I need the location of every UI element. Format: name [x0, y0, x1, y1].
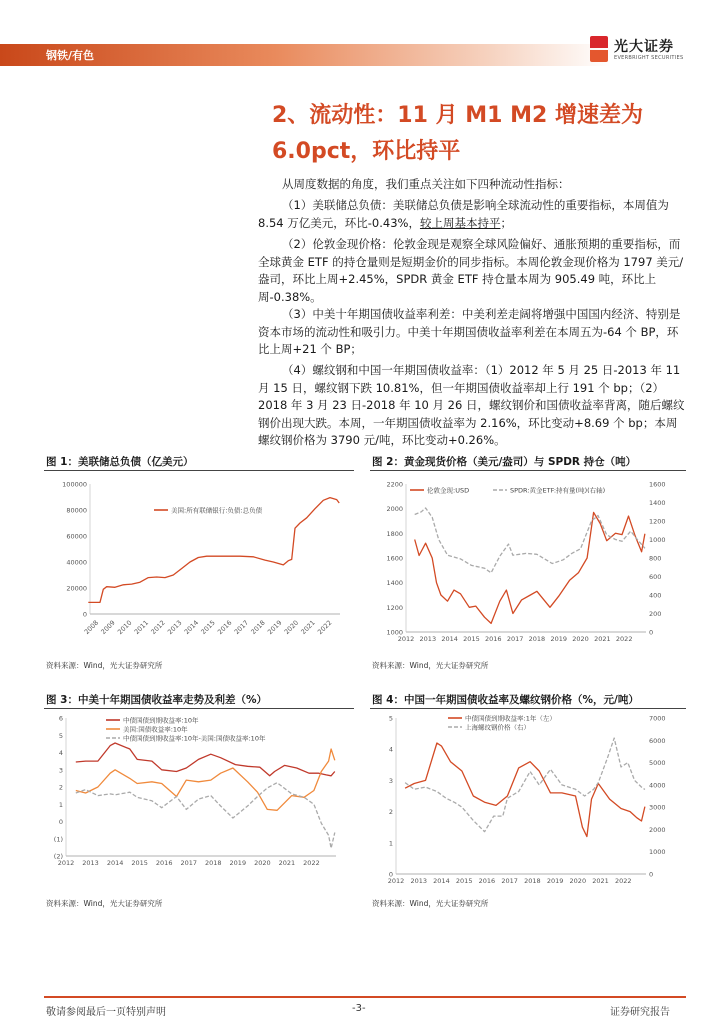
- y-tick-label: 4: [58, 749, 63, 757]
- y-tick-label: 1: [388, 839, 393, 848]
- x-tick-label: 2009: [99, 618, 117, 637]
- paragraph-3: （3）中美十年期国债收益率利差：中美利差走阔将增强中国国内经济、特别是资本市场的流动性和吸引力。中美十年期国债收益率利差在本周五为-64 个 BP，环比上周+21 个 BP；: [258, 307, 681, 356]
- y-tick-label: 100000: [62, 480, 87, 489]
- x-tick-label: 2014: [433, 877, 450, 885]
- fig1-source: 资料来源：Wind，光大证券研究所: [46, 661, 163, 670]
- x-tick-label: 2012: [149, 618, 167, 637]
- x-tick-label: 2021: [299, 618, 317, 637]
- legend-label: 美国:所有联储银行:负债:总负债: [171, 506, 263, 515]
- fig3-source: 资料来源：Wind，光大证券研究所: [46, 899, 163, 908]
- x-tick-label: 2020: [254, 859, 271, 867]
- paragraph-4: （4）螺纹钢和中国一年期国债收益率：（1）2012 年 5 月 25 日-2013 年 11 月 15 日，螺纹钢下跌 10.81%，但一年期国债收益率却上行 191 个 bp；（2）2018 年 3 月 23 日-2018 年 10 月 26 日，螺纹钢价和国债收益率背离，随后螺纹钢价出现大跌。本周，一年期国债收益率为 2.16%，环比变动+8.69 个 bp；本周螺纹钢价格为 3790 元/吨，环比变动+0.26%。: [258, 363, 685, 447]
- x-tick-label: 2014: [441, 635, 458, 643]
- y-tick-label: 60000: [66, 532, 87, 541]
- fig1-rule: [44, 470, 354, 471]
- y-tick-label: 1200: [386, 603, 403, 612]
- x-tick-label: 2022: [614, 877, 632, 885]
- series-line: [76, 783, 335, 849]
- section-title-line1: 2、流动性：11 月 M1 M2 增速差为: [272, 103, 643, 128]
- fig2-title: 图 2：黄金现货价格（美元/盎司）与 SPDR 持仓（吨）: [372, 456, 637, 468]
- x-tick-label: 2012: [397, 635, 415, 643]
- x-tick-label: 2013: [419, 635, 437, 643]
- p1-text: （1）美联储总负债：美联储总负债是影响全球流动性的重要指标，本周值为 8.54 万亿美元，环比-0.43%，: [258, 198, 669, 230]
- x-tick-label: 2018: [204, 859, 222, 867]
- y-tick-label: 80000: [66, 506, 87, 515]
- series-line: [415, 508, 645, 573]
- p1-end: ；: [500, 215, 512, 230]
- y-tick-label: 2: [388, 808, 393, 817]
- y-tick-label: 1400: [386, 579, 403, 588]
- footer-report-type: 证券研究报告: [610, 1007, 670, 1018]
- y-tick-label: 5: [58, 731, 63, 740]
- logo-en: EVERBRIGHT SECURITIES: [614, 55, 684, 61]
- y-tick-label: 1800: [386, 529, 403, 538]
- x-tick-label: 2020: [572, 635, 589, 643]
- fig4-chart: [370, 712, 686, 894]
- y-tick-label: 1600: [386, 554, 403, 563]
- y-tick-label: 1000: [386, 628, 403, 637]
- p1-underline: 较上周基本持平: [419, 215, 501, 230]
- y-tick-label: 3: [58, 766, 63, 775]
- x-tick-label: 2015: [199, 618, 217, 637]
- legend-label: 中债国债到期收益率:10年: [123, 716, 199, 725]
- legend-label: SPDR:黄金ETF:持有量(吨)(右轴): [510, 486, 606, 495]
- intro-paragraph: 从周度数据的角度，我们重点关注如下四种流动性指标：: [282, 177, 570, 191]
- x-tick-label: 2014: [106, 859, 124, 867]
- x-tick-label: 2017: [501, 877, 518, 885]
- x-tick-label: 2019: [550, 635, 568, 643]
- fig4-title: 图 4：中国一年期国债收益率及螺纹钢价格（%，元/吨）: [372, 694, 639, 706]
- x-tick-label: 2016: [484, 635, 502, 643]
- y-tick-label: 2000: [386, 505, 403, 514]
- x-tick-label: 2019: [546, 877, 564, 885]
- page-number: -3-: [352, 1003, 366, 1014]
- y-tick-label: (1): [53, 835, 63, 844]
- y-tick-label: 6: [58, 714, 63, 723]
- series-line: [405, 743, 645, 837]
- y-tick-label: 0: [58, 818, 63, 826]
- fig3-chart: [44, 712, 354, 894]
- fig4-rule: [370, 708, 686, 709]
- y-tick-label: 4: [388, 745, 393, 754]
- fig4-source: 资料来源：Wind，光大证券研究所: [372, 899, 489, 908]
- x-tick-label: 2010: [116, 618, 134, 637]
- x-tick-label: 2018: [524, 877, 541, 885]
- y-tick-label: 2200: [386, 480, 403, 489]
- header-band: [0, 44, 610, 66]
- series-line: [415, 512, 645, 623]
- y-right-tick-label: 5000: [649, 759, 666, 768]
- x-tick-label: 2022: [615, 635, 633, 643]
- x-tick-label: 2016: [155, 859, 173, 867]
- x-tick-label: 2013: [166, 618, 184, 637]
- fig2-chart: [370, 476, 686, 656]
- x-tick-label: 2022: [316, 618, 334, 637]
- y-right-tick-label: 200: [649, 610, 662, 618]
- y-right-tick-label: 6000: [649, 736, 666, 745]
- x-tick-label: 2019: [266, 618, 284, 637]
- y-tick-label: 0: [388, 870, 393, 879]
- fig2-source: 资料来源：Wind，光大证券研究所: [372, 661, 489, 670]
- x-tick-label: 2014: [182, 618, 201, 637]
- x-tick-label: 2008: [82, 618, 101, 637]
- y-right-tick-label: 1000: [649, 536, 666, 544]
- y-tick-label: 2: [58, 783, 63, 792]
- y-right-tick-label: 2000: [649, 825, 666, 834]
- fig1-title: 图 1：美联储总负债（亿美元）: [46, 456, 194, 468]
- fig3-rule: [44, 708, 354, 709]
- y-tick-label: 3: [388, 776, 393, 785]
- fig3-title: 图 3：中美十年期国债收益率走势及利差（%）: [46, 694, 267, 706]
- legend-label: 伦敦金现:USD: [427, 486, 470, 495]
- x-tick-label: 2017: [506, 635, 524, 643]
- x-tick-label: 2016: [216, 618, 234, 637]
- y-right-tick-label: 1600: [649, 480, 666, 489]
- x-tick-label: 2012: [387, 877, 405, 885]
- x-tick-label: 2015: [455, 877, 473, 885]
- x-tick-label: 2019: [229, 859, 247, 867]
- y-tick-label: 1: [58, 800, 63, 809]
- y-right-tick-label: 1000: [649, 848, 666, 857]
- x-tick-label: 2021: [278, 859, 296, 867]
- logo-mark-icon: [590, 36, 608, 62]
- y-tick-label: 40000: [66, 558, 87, 567]
- y-right-tick-label: 600: [649, 573, 662, 581]
- y-right-tick-label: 4000: [649, 781, 666, 790]
- paragraph-2: （2）伦敦金现价格：伦敦金现是观察全球风险偏好、通胀预期的重要指标，而全球黄金 ETF 的持仓量则是短期金价的同步指标。本周伦敦金现价格为 1797 美元/盎司，环比上周+2.45%，SPDR 黄金 ETF 持仓量本周为 905.49 吨，环比上周-0.38%。: [258, 237, 684, 304]
- company-logo: [590, 34, 700, 68]
- x-tick-label: 2018: [528, 635, 546, 643]
- y-right-tick-label: 800: [649, 554, 662, 563]
- y-right-tick-label: 0: [649, 628, 654, 637]
- x-tick-label: 2022: [303, 859, 320, 867]
- x-tick-label: 2018: [249, 618, 267, 637]
- series-line: [76, 749, 335, 810]
- series-line: [405, 738, 645, 832]
- x-tick-label: 2013: [410, 877, 428, 885]
- section-title: [272, 98, 682, 170]
- x-tick-label: 2017: [232, 618, 251, 637]
- legend-label: 中债国债到期收益率:1年（左）: [465, 714, 556, 723]
- x-tick-label: 2016: [478, 877, 496, 885]
- y-tick-label: 5: [388, 714, 393, 723]
- x-tick-label: 2015: [463, 635, 480, 643]
- x-tick-label: 2020: [569, 877, 587, 885]
- legend-label: 上海螺纹钢价格（右）: [465, 723, 530, 732]
- y-right-tick-label: 7000: [649, 714, 666, 723]
- fig1-chart: [44, 476, 354, 656]
- logo-cn: 光大证券: [614, 39, 674, 55]
- footer-disclaimer: 敬请参阅最后一页特别声明: [46, 1007, 166, 1018]
- x-tick-label: 2020: [282, 618, 301, 637]
- legend-label: 美国:国债收益率:10年: [123, 725, 188, 734]
- section-title-line2: 6.0pct，环比持平: [272, 139, 461, 164]
- x-tick-label: 2011: [132, 618, 151, 637]
- x-tick-label: 2013: [82, 859, 99, 867]
- x-tick-label: 2021: [594, 635, 611, 643]
- y-right-tick-label: 1400: [649, 499, 666, 507]
- x-tick-label: 2021: [592, 877, 609, 885]
- x-tick-label: 2012: [57, 859, 75, 867]
- fig2-rule: [370, 470, 686, 471]
- y-right-tick-label: 3000: [649, 803, 666, 812]
- y-right-tick-label: 0: [649, 870, 654, 879]
- x-tick-label: 2017: [180, 859, 198, 867]
- paragraph-1: [258, 197, 686, 232]
- footer-rule: [44, 996, 686, 998]
- y-right-tick-label: 1200: [649, 517, 666, 526]
- legend-label: 中债国债到期收益率:10年-美国:国债收益率:10年: [123, 734, 266, 743]
- y-tick-label: (2): [53, 852, 63, 861]
- y-right-tick-label: 400: [649, 591, 662, 600]
- y-tick-label: 20000: [66, 584, 87, 593]
- y-tick-label: 0: [82, 610, 87, 619]
- x-tick-label: 2015: [131, 859, 148, 867]
- header-category: 钢铁/有色: [46, 49, 95, 62]
